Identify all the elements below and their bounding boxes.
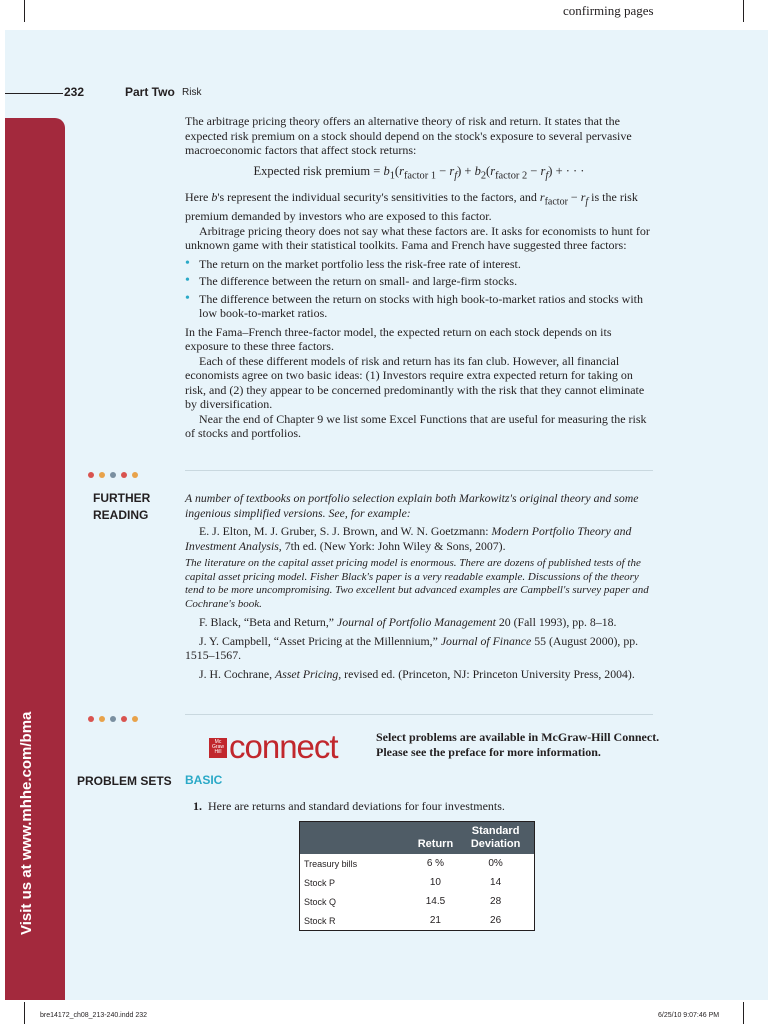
- crop-mark: [24, 0, 25, 22]
- paragraph: Here b's represent the individual security's sensitivities to the factors, and $r_{factor} - r_f$ is the risk premium demanded by investors who are exposed to this factor.: [185, 189, 638, 224]
- table-row: Treasury bills 6 % 0%: [304, 858, 503, 869]
- further-reading: [185, 491, 655, 685]
- connect-note: Select problems are available in McGraw-Hill Connect. Please see the preface for more information.: [376, 730, 660, 759]
- reference: J. Y. Campbell, “Asset Pricing at the Millennium,” Journal of Finance 55 (August 2000), pp. 1515–1567.: [185, 633, 639, 662]
- paragraph: Near the end of Chapter 9 we list some Excel Functions that are useful for measuring the risk of stocks and portfolios.: [185, 411, 647, 441]
- table-row: Stock P 10 14: [304, 877, 502, 888]
- section-divider: [185, 714, 653, 715]
- footer-timestamp: 6/25/10 9:07:46 PM: [658, 1012, 720, 1019]
- paragraph: In the Fama–French three-factor model, the expected return on each stock depends on its exposure to these three factors.: [185, 324, 612, 354]
- connect-wordmark: connect: [229, 728, 338, 765]
- reference: E. J. Elton, M. J. Gruber, S. J. Brown, and W. N. Goetzmann: Modern Portfolio Theory and Investment Analysis, 7th ed. (New York: John Wiley & Sons, 2007).: [185, 524, 632, 553]
- table-header: Return: [414, 822, 457, 855]
- table-row: Stock R 21 26: [304, 915, 502, 926]
- investments-table: [299, 821, 535, 931]
- list-item: • The return on the market portfolio less the risk-free rate of interest.: [185, 257, 653, 272]
- paragraph: The arbitrage pricing theory offers an alternative theory of risk and return. It states that the expected risk premium on a stock should depend on the stock's exposure to several pervasive macroeconomic factors that affect stock returns:: [185, 114, 632, 157]
- section-dots: [88, 467, 143, 482]
- body-text: [185, 114, 653, 441]
- question-1: 1. Here are returns and standard deviations for four investments.: [193, 799, 505, 813]
- section-divider: [185, 470, 653, 471]
- reading-intro: The literature on the capital asset pricing model is enormous. There are dozens of published tests of the capital asset pricing model. Fisher Black's paper is a very readable example. Discussions of the theory tend to be more uncompromising. Two excellent but advanced examples are Campbell's survey paper and Cochrane's book.: [185, 557, 649, 610]
- section-label: Risk: [182, 87, 202, 98]
- problem-sets-heading: PROBLEM SETS: [77, 774, 172, 788]
- equation: Expected risk premium = $b_1(r_{factor 1} - r_f) + b_2(r_{factor 2} - r_f)$ + · · ·: [253, 163, 585, 181]
- page-number-rule: [5, 93, 63, 94]
- list-item: • The difference between the return on stocks with high book-to-market ratios and stocks with low book-to-market ratios.: [185, 292, 653, 321]
- sidebar-band: [5, 118, 65, 1000]
- basic-label: BASIC: [185, 773, 223, 787]
- mcgraw-hill-logo: Mc Graw Hill: [209, 738, 227, 758]
- reference: F. Black, “Beta and Return,” Journal of Portfolio Management 20 (Fall 1993), pp. 8–18.: [199, 615, 617, 629]
- page-number: 232: [64, 85, 85, 99]
- reading-intro: A number of textbooks on portfolio selection explain both Markowitz's original theory and some ingenious simplified versions. See, for example:: [185, 491, 639, 520]
- part-label: Part Two: [125, 85, 175, 99]
- crop-mark: [743, 0, 744, 22]
- sidebar-url: Visit us at www.mhhe.com/bma: [18, 711, 35, 935]
- further-reading-heading: FURTHER READING: [93, 491, 151, 522]
- section-dots: [88, 711, 143, 726]
- table-row: Stock Q 14.5 28: [304, 896, 502, 907]
- list-item: • The difference between the return on small- and large-firm stocks.: [185, 274, 653, 289]
- reference: J. H. Cochrane, Asset Pricing, revised ed. (Princeton, NJ: Princeton University Press, 2004).: [199, 666, 635, 681]
- table-header: Standard Deviation: [457, 822, 534, 855]
- paragraph: Each of these different models of risk and return has its fan club. However, all financial economists agree on two basic ideas: (1) Investors require extra expected return for taking on risk, and (2) they appear to be concerned predominantly with the risk that they cannot eliminate by diversification.: [185, 353, 645, 412]
- confirming-pages-label: confirming pages: [563, 3, 654, 18]
- footer-filename: bre14172_ch08_213-240.indd 232: [40, 1012, 148, 1019]
- paragraph: Arbitrage pricing theory does not say what these factors are. It asks for economists to hunt for unknown game with their statistical toolkits. Fama and French have suggested three factors:: [185, 223, 650, 253]
- table-header: [300, 822, 414, 855]
- crop-mark: [743, 1002, 744, 1024]
- crop-mark: [24, 1002, 25, 1024]
- factor-list: [185, 257, 653, 321]
